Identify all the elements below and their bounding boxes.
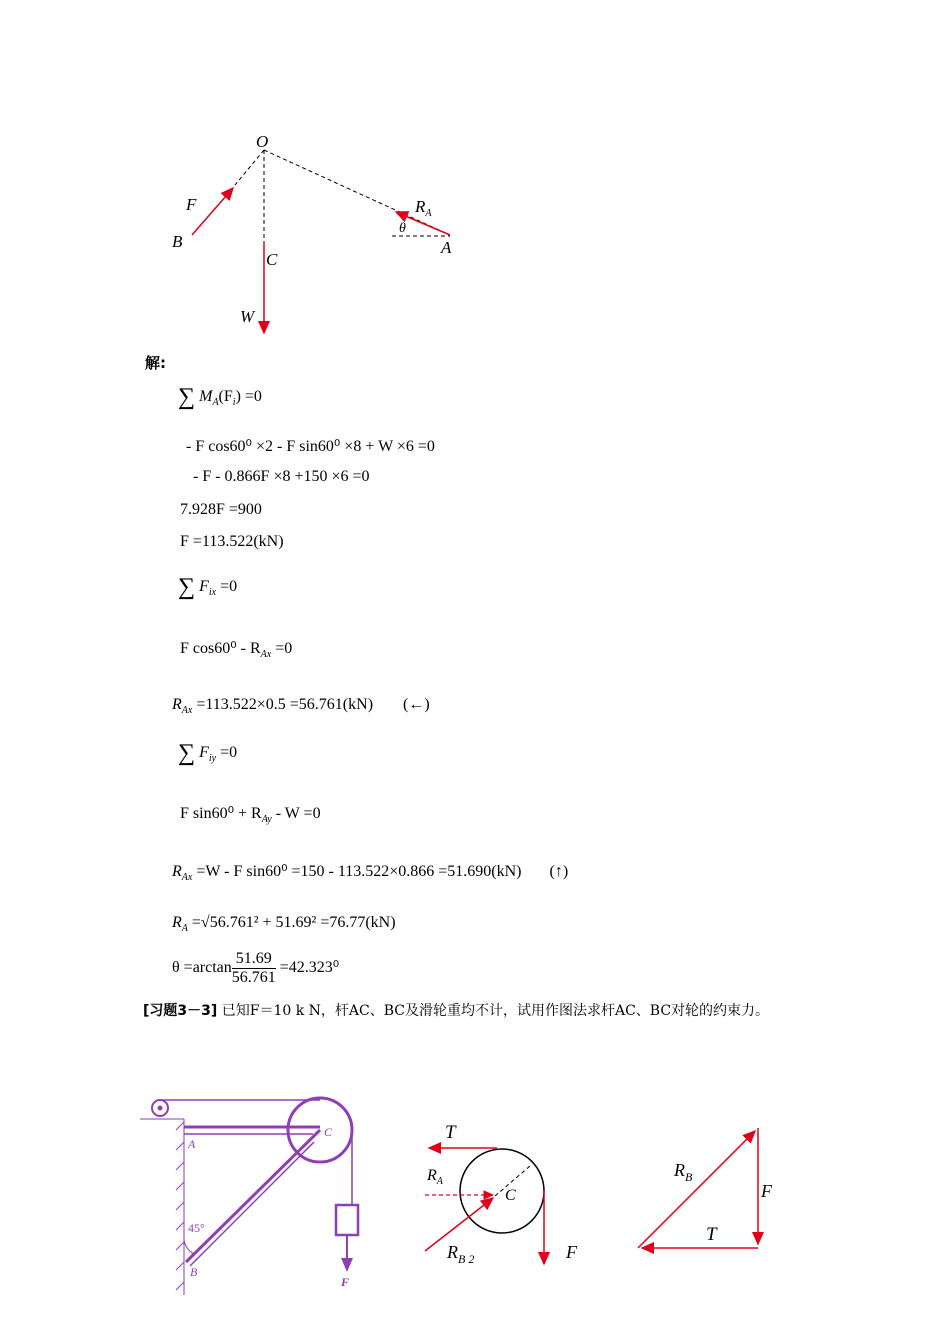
label-C-fbd: C xyxy=(505,1187,516,1204)
dash-OB xyxy=(235,150,264,185)
equation-RA: $R_A =√56.761^2 + 51.69^2 =76.77(kN)$ xyxy=(172,914,396,934)
weight-block xyxy=(336,1205,358,1235)
figure-force-triangle xyxy=(628,1118,788,1258)
equation-sum-Fx: ∑ $F_{ix} =0$ xyxy=(178,574,238,600)
label-struct-C: C xyxy=(324,1125,333,1139)
label-struct-B: B xyxy=(190,1265,198,1279)
label-RB: $R_B$ xyxy=(674,1160,693,1184)
dash-OA xyxy=(264,150,450,235)
wall-hatching xyxy=(140,1119,184,1295)
equation-moment-A: ∑ $M_A(F_i) =0$ xyxy=(178,384,262,410)
rod-BC xyxy=(186,1130,320,1262)
problem-tag: [习题3－3] xyxy=(143,1003,218,1019)
equation-sum-Fy: ∑ $F_{iy} =0$ xyxy=(178,740,238,766)
label-T-triangle: T xyxy=(706,1224,717,1245)
pulley-circle xyxy=(460,1149,544,1233)
equation-4: 7.928F =900 xyxy=(180,501,262,518)
equation-2: - F cos60⁰ ×2 - F sin60⁰ ×8 + W ×6 =0 xyxy=(186,438,435,455)
label-W: W xyxy=(240,307,255,326)
label-RA: $R_A$ xyxy=(415,197,432,219)
label-O: O xyxy=(256,132,269,151)
label-RA-fbd: $R_A$ xyxy=(427,1167,443,1187)
label-B: B xyxy=(172,232,183,251)
label-theta: θ xyxy=(399,221,406,236)
figure-force-diagram xyxy=(160,125,480,345)
equation-theta: θ =arctan $\frac{51.69}{56.761}$ =42.323⁰ xyxy=(172,950,340,986)
label-F-fbd: F xyxy=(566,1242,577,1262)
equation-10: F $\sin 60^0 + R_{Ay} - W =0$ xyxy=(180,805,321,825)
label-struct-F: F xyxy=(341,1275,350,1289)
equation-RAy: $R_{Ax} =W - F$ sin60⁰ =150 - 113.522×0.866 =51.690(kN) (↑) xyxy=(172,863,569,883)
equation-RAx: $R_{Ax} =113.522\times 0.5 =56.761(kN)$ (←) xyxy=(172,696,430,716)
label-A: A xyxy=(441,238,452,257)
label-struct-A: A xyxy=(188,1137,196,1151)
equation-7: F $\cos 60^0 - R_{Ax} =0$ xyxy=(180,640,293,660)
triangle-RB xyxy=(638,1131,755,1248)
label-angle: 45° xyxy=(188,1221,205,1235)
label-F: F xyxy=(186,195,197,214)
solution-heading: 解: xyxy=(145,354,166,372)
label-RB2: $R_{B 2}$ xyxy=(447,1242,475,1266)
figure-structure xyxy=(138,1090,368,1300)
arrow-F xyxy=(192,188,233,235)
label-C: C xyxy=(266,250,278,269)
label-F-triangle: F xyxy=(761,1181,772,1201)
label-T: T xyxy=(445,1122,456,1143)
equation-5: F =113.522(kN) xyxy=(180,533,284,550)
equation-3: - F - 0.866F ×8 +150 ×6 =0 xyxy=(193,468,370,485)
problem-statement xyxy=(143,1000,769,1020)
problem-text: 已知F＝10 k N，杆AC、BC及滑轮重均不计，试用作图法求杆AC、BC对轮的约束力。 xyxy=(217,1003,770,1019)
arrow-RB2 xyxy=(425,1198,493,1251)
figure-pulley-fbd xyxy=(415,1118,595,1278)
